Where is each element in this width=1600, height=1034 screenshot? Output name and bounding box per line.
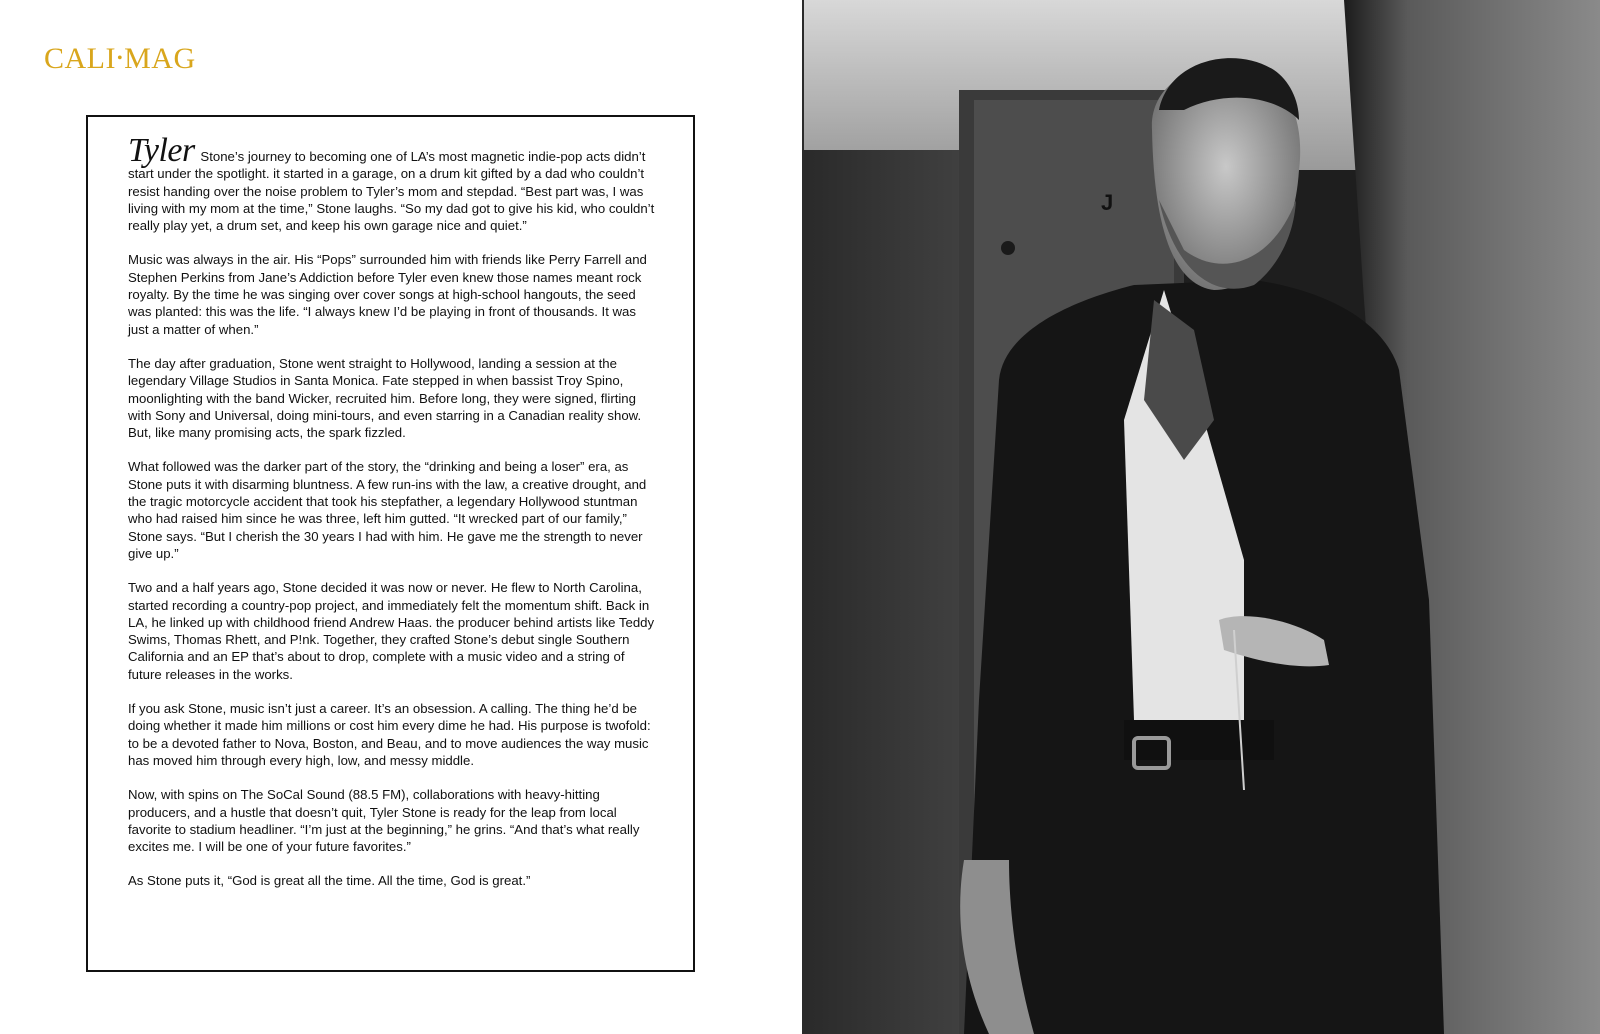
- article-body: [128, 132, 656, 907]
- paragraph-text: Stone’s journey to becoming one of LA’s most magnetic indie-pop acts didn’t start under the spotlight. it started in a garage, on a drum kit gifted by a dad who couldn’t resist handing over the noise problem to Tyler’s mom and stepdad. “Best part was, I was living with my mom at the time,” Stone laughs. “So my dad got to give his kid, who couldn’t really play yet, a drum set, and keep his own garage nice and quiet.”: [128, 149, 655, 234]
- article-paragraph: [128, 132, 656, 234]
- article-paragraph: Two and a half years ago, Stone decided it was now or never. He flew to North Carolina, started recording a country-pop project, and immediately felt the momentum shift. Back in LA, he linked up with childhood friend Andrew Haas. the producer behind artists like Teddy Swims, Thomas Rhett, and P!nk. Together, they crafted Stone’s debut single Southern California and an EP that’s about to drop, complete with a music video and a string of future releases in the works.: [128, 580, 655, 682]
- article-box: [86, 115, 695, 972]
- logo-left: CALI: [44, 42, 116, 75]
- article-paragraph: Music was always in the air. His “Pops” surrounded him with friends like Perry Farrell and Stephen Perkins from Jane’s Addiction before Tyler even knew those names meant rock royalty. By the time he was singing over cover songs at high-school hangouts, the seed was planted: this was the life. “I always knew I’d be playing in front of thousands. It was just a matter of when.”: [128, 252, 647, 337]
- door-letter: J: [1101, 190, 1114, 215]
- cali-mag-logo[interactable]: [44, 42, 196, 76]
- article-paragraph: If you ask Stone, music isn’t just a career. It’s an obsession. A calling. The thing he’d be doing whether it made him millions or cost him every dime he had. His purpose is twofold: to be a devoted father to Nova, Boston, and Beau, and to move audiences the way music has moved him through every high, low, and messy middle.: [128, 701, 651, 768]
- logo-right: MAG: [124, 42, 196, 75]
- logo-separator: •: [117, 50, 124, 67]
- article-paragraph: What followed was the darker part of the story, the “drinking and being a loser” era, as Stone puts it with disarming bluntness. A few run-ins with the law, a creative drought, and the tragic motorcycle accident that took his stepfather, a legendary Hollywood stuntman who had raised him since he was three, left him gutted. “It wrecked part of our family,” Stone says. “But I cherish the 30 years I had with him. He gave me the strength to never give up.”: [128, 459, 647, 561]
- article-paragraph: Now, with spins on The SoCal Sound (88.5 FM), collaborations with heavy-hitting producers, and a hustle that doesn’t quit, Tyler Stone is ready for the leap from local favorite to stadium headliner. “I’m just at the beginning,” he grins. “And that’s what really excites me. I will be one of your future favorites.”: [128, 787, 640, 855]
- portrait-photo: [804, 0, 1600, 1034]
- article-paragraph: As Stone puts it, “God is great all the time. All the time, God is great.”: [128, 873, 531, 889]
- dropcap-word: Tyler: [128, 132, 195, 169]
- article-paragraph: The day after graduation, Stone went straight to Hollywood, landing a session at the legendary Village Studios in Santa Monica. Fate stepped in when bassist Troy Spino, moonlighting with the band Wicker, recruited him. Before long, they were signed, flirting with Sony and Universal, doing mini-tours, and even starring in a Canadian reality show. But, like many promising acts, the spark fizzled.: [128, 355, 642, 441]
